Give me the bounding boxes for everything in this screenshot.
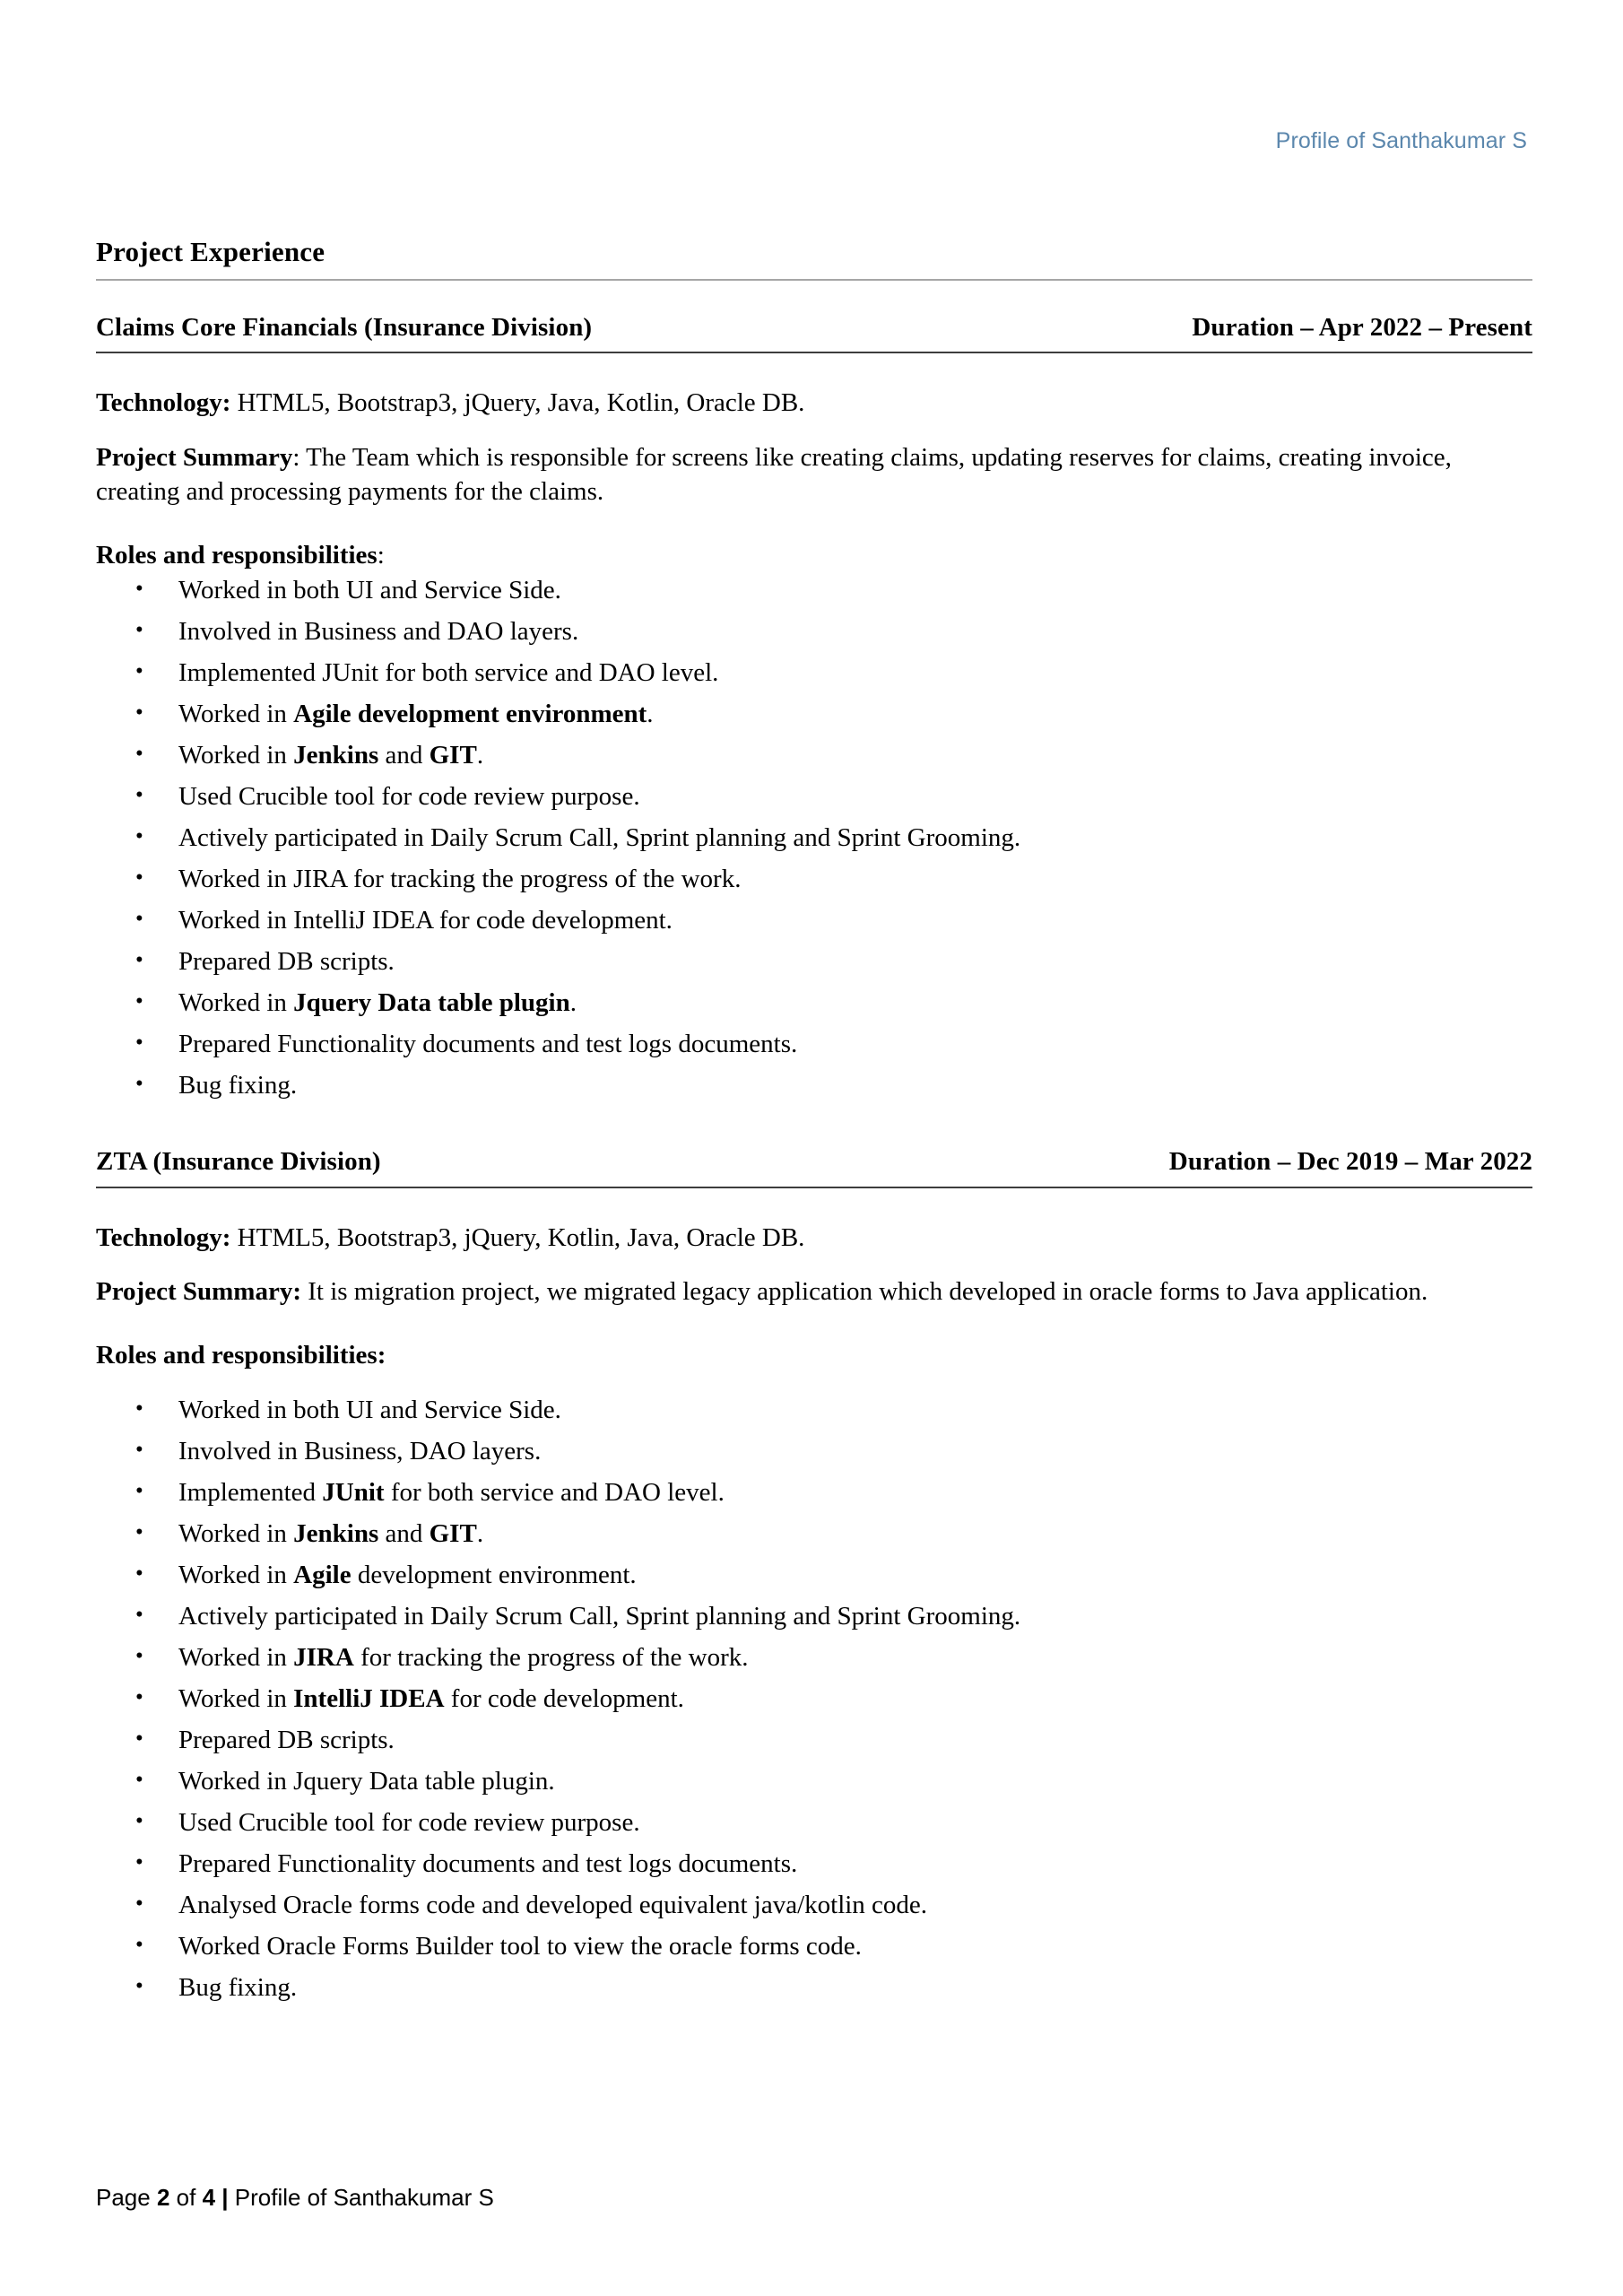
list-item-text: for both service and DAO level. [384, 1478, 725, 1508]
technology-value: HTML5, Bootstrap3, jQuery, Kotlin, Java, Oracle DB. [230, 1222, 805, 1252]
list-item-text: Actively participated in Daily Scrum Call, Sprint planning and Sprint Grooming. [178, 1602, 1021, 1631]
roles-heading [96, 1338, 1532, 1373]
list-item [96, 1562, 1532, 1588]
list-item [96, 1480, 1532, 1506]
list-item [96, 866, 1532, 892]
list-item-text: Worked in [178, 1519, 294, 1549]
roles-heading [96, 538, 1532, 573]
footer-page-number: 2 [156, 2183, 170, 2211]
list-item-text: . [647, 700, 654, 729]
list-item-text: Worked in [178, 741, 294, 770]
list-item-text: Analysed Oracle forms code and developed equivalent java/kotlin code. [178, 1891, 928, 1920]
list-item-text: Worked in [178, 1643, 294, 1673]
list-item [96, 1397, 1532, 1423]
footer-page-prefix: Page [96, 2183, 157, 2211]
project-title-row [96, 311, 1532, 353]
running-header-text: Profile of Santhakumar S [1275, 128, 1527, 153]
list-item-text: Prepared Functionality documents and test logs documents. [178, 1030, 798, 1059]
list-item-emphasis: Jenkins [293, 1519, 379, 1549]
technology-label: Technology: [96, 388, 231, 417]
list-item [96, 1727, 1532, 1753]
project-block-zta [96, 1145, 1532, 2001]
list-item-text: Prepared Functionality documents and test logs documents. [178, 1849, 798, 1879]
list-item-text: . [476, 741, 484, 770]
page-footer [96, 2184, 494, 2212]
list-item-text: and [378, 741, 430, 770]
list-item-text: Worked in [178, 700, 294, 729]
list-item-emphasis: Jquery Data table plugin [293, 988, 570, 1018]
project-technology-line [96, 1221, 1532, 1256]
list-item [96, 1769, 1532, 1795]
summary-value: : The Team which is responsible for screens like creating claims, updating reserves for claims, creating invoice, creating and processing payments for the claims. [96, 442, 1452, 507]
list-item-emphasis: JIRA [293, 1643, 354, 1673]
footer-page-total: 4 [202, 2183, 216, 2211]
list-item-text: Worked in both UI and Service Side. [178, 1396, 561, 1425]
running-header [1276, 127, 1527, 154]
project-summary-paragraph [96, 1274, 1532, 1309]
list-item [96, 578, 1532, 604]
list-item [96, 1439, 1532, 1465]
list-item-text: Worked in JIRA for tracking the progress of the work. [178, 865, 742, 894]
list-item [96, 1975, 1532, 2001]
project-title-row [96, 1145, 1532, 1187]
list-item-emphasis: GIT [429, 1519, 477, 1549]
list-item [96, 1521, 1532, 1547]
list-item-text: Worked in Jquery Data table plugin. [178, 1767, 555, 1796]
list-item-text: Worked in [178, 1684, 294, 1714]
list-item-text: and [378, 1519, 430, 1549]
list-item-text: for tracking the progress of the work. [353, 1643, 749, 1673]
document-body [96, 235, 1532, 2001]
list-item-emphasis: JUnit [322, 1478, 385, 1508]
roles-label: Roles and responsibilities [96, 540, 378, 570]
list-item-text: . [569, 988, 577, 1018]
list-item [96, 1645, 1532, 1671]
list-item [96, 784, 1532, 810]
project-block-claims-core-financials [96, 311, 1532, 1100]
project-duration: Duration – Apr 2022 – Present [1192, 312, 1532, 342]
list-item-text: for code development. [444, 1684, 684, 1714]
roles-label: Roles and responsibilities: [96, 1340, 386, 1370]
list-item [96, 619, 1532, 645]
list-item-text: . [476, 1519, 484, 1549]
list-item-emphasis: Jenkins [293, 741, 379, 770]
roles-label-suffix: : [377, 540, 385, 570]
footer-profile-text: Profile of Santhakumar S [234, 2183, 494, 2211]
list-item-text: Actively participated in Daily Scrum Call, Sprint planning and Sprint Grooming. [178, 823, 1021, 853]
list-item-emphasis: IntelliJ IDEA [293, 1684, 445, 1714]
list-item [96, 990, 1532, 1016]
list-item [96, 908, 1532, 934]
list-item-text: development environment. [351, 1561, 637, 1590]
list-item-text: Implemented JUnit for both service and DAO level. [178, 658, 719, 688]
list-item-emphasis: Agile development environment [293, 700, 647, 729]
footer-separator: | [215, 2183, 235, 2211]
list-item [96, 701, 1532, 727]
list-item-text: Worked in [178, 1561, 294, 1590]
summary-label: Project Summary: [96, 1277, 301, 1307]
roles-bullet-list [96, 1397, 1532, 2001]
project-name: Claims Core Financials (Insurance Division) [96, 312, 593, 342]
list-item-text: Used Crucible tool for code review purpose. [178, 782, 640, 812]
list-item [96, 660, 1532, 686]
section-title-project-experience: Project Experience [96, 235, 1532, 281]
summary-value: It is migration project, we migrated legacy application which developed in oracle forms to Java application. [300, 1277, 1428, 1307]
list-item [96, 1031, 1532, 1057]
list-item-text: Involved in Business, DAO layers. [178, 1437, 542, 1466]
list-item-text: Prepared DB scripts. [178, 947, 395, 977]
list-item [96, 743, 1532, 769]
list-item-text: Worked in both UI and Service Side. [178, 576, 561, 605]
list-item-text: Used Crucible tool for code review purpose. [178, 1808, 640, 1838]
list-item-emphasis: GIT [429, 741, 477, 770]
list-item [96, 1604, 1532, 1630]
list-item [96, 1851, 1532, 1877]
list-item-emphasis: Agile [293, 1561, 352, 1590]
footer-page-of: of [169, 2183, 203, 2211]
list-item-text: Prepared DB scripts. [178, 1726, 395, 1755]
project-summary-paragraph [96, 440, 1532, 509]
list-item-text: Worked in IntelliJ IDEA for code development. [178, 906, 673, 935]
technology-value: HTML5, Bootstrap3, jQuery, Java, Kotlin, Oracle DB. [230, 388, 805, 417]
project-duration: Duration – Dec 2019 – Mar 2022 [1168, 1147, 1532, 1177]
project-name: ZTA (Insurance Division) [96, 1147, 381, 1177]
project-technology-line [96, 386, 1532, 421]
list-item [96, 825, 1532, 851]
list-item-text: Bug fixing. [178, 1071, 298, 1100]
roles-bullet-list [96, 578, 1532, 1099]
list-item [96, 1934, 1532, 1960]
list-item [96, 1810, 1532, 1836]
list-item-text: Bug fixing. [178, 1973, 298, 2003]
section-spacer [96, 1099, 1532, 1145]
list-item [96, 1073, 1532, 1099]
list-item-text: Worked Oracle Forms Builder tool to view the oracle forms code. [178, 1932, 862, 1961]
technology-label: Technology: [96, 1222, 231, 1252]
summary-label: Project Summary [96, 442, 293, 472]
list-item-text: Involved in Business and DAO layers. [178, 617, 579, 647]
list-item-text: Worked in [178, 988, 294, 1018]
list-item [96, 949, 1532, 975]
list-item [96, 1686, 1532, 1712]
list-item [96, 1892, 1532, 1918]
list-item-text: Implemented [178, 1478, 323, 1508]
